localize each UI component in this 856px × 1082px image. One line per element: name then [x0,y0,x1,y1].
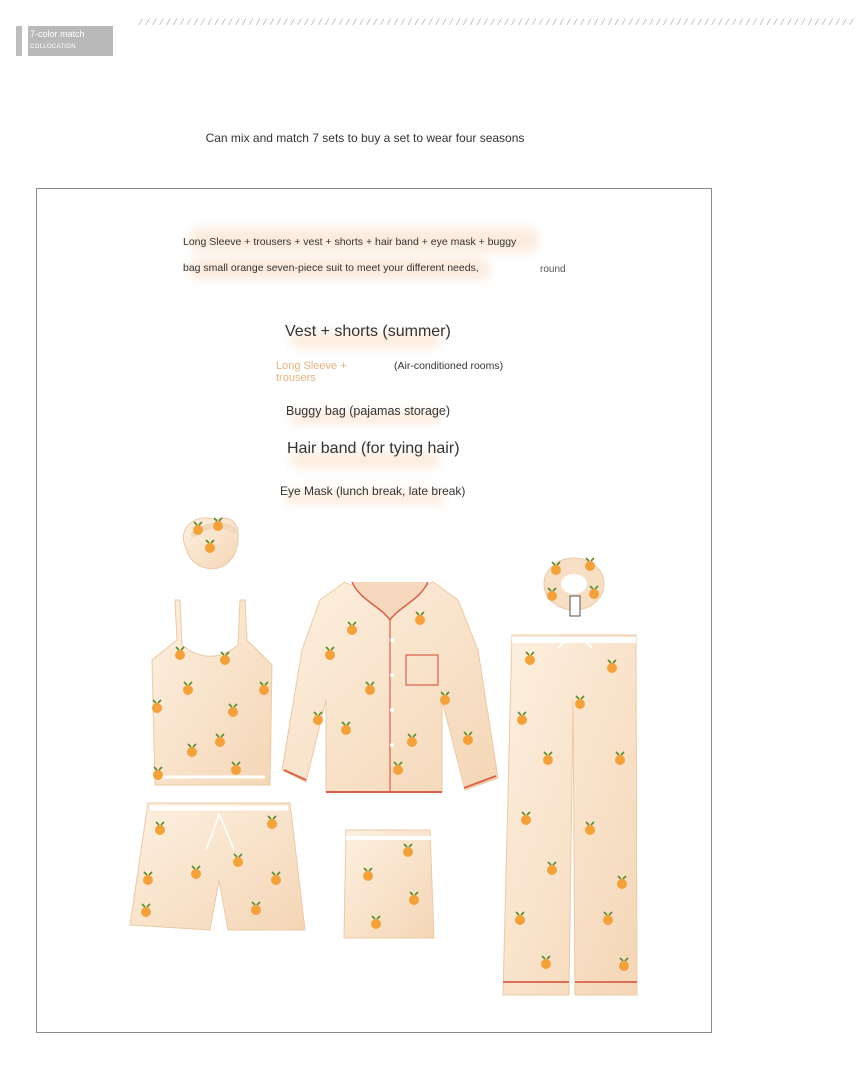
use-eye-mask: Eye Mask (lunch break, late break) [280,484,466,498]
pajama-shirt-icon [282,582,498,792]
description-line-1: Long Sleeve + trousers + vest + shorts + hair band + eye mask + buggy [183,236,517,248]
use-buggy-bag: Buggy bag (pajamas storage) [286,404,450,418]
description-round: round [540,264,566,275]
use-aircon: (Air-conditioned rooms) [394,360,504,372]
drawstring-bag-icon [344,830,446,938]
page-headline: Can mix and match 7 sets to buy a set to wear four seasons [205,131,525,145]
use-summer: Vest + shorts (summer) [285,323,451,340]
use-long-sleeve: Long Sleeve + trousers [276,360,347,384]
scrunchie-icon [544,558,604,616]
badge-title: 7-color match [30,29,85,39]
use-hair-band: Hair band (for tying hair) [287,440,460,457]
description-line-2: bag small orange seven-piece suit to meet your different needs, [183,262,479,274]
eye-mask-icon [183,518,238,569]
slash-divider: //////////////////////////////////////////////////////////////////////////////////////////////////////// [138,18,856,28]
badge-subtitle: COLLOCATION [30,44,76,50]
shorts-icon [130,803,305,930]
vest-icon [152,600,272,785]
trousers-icon [503,635,637,995]
